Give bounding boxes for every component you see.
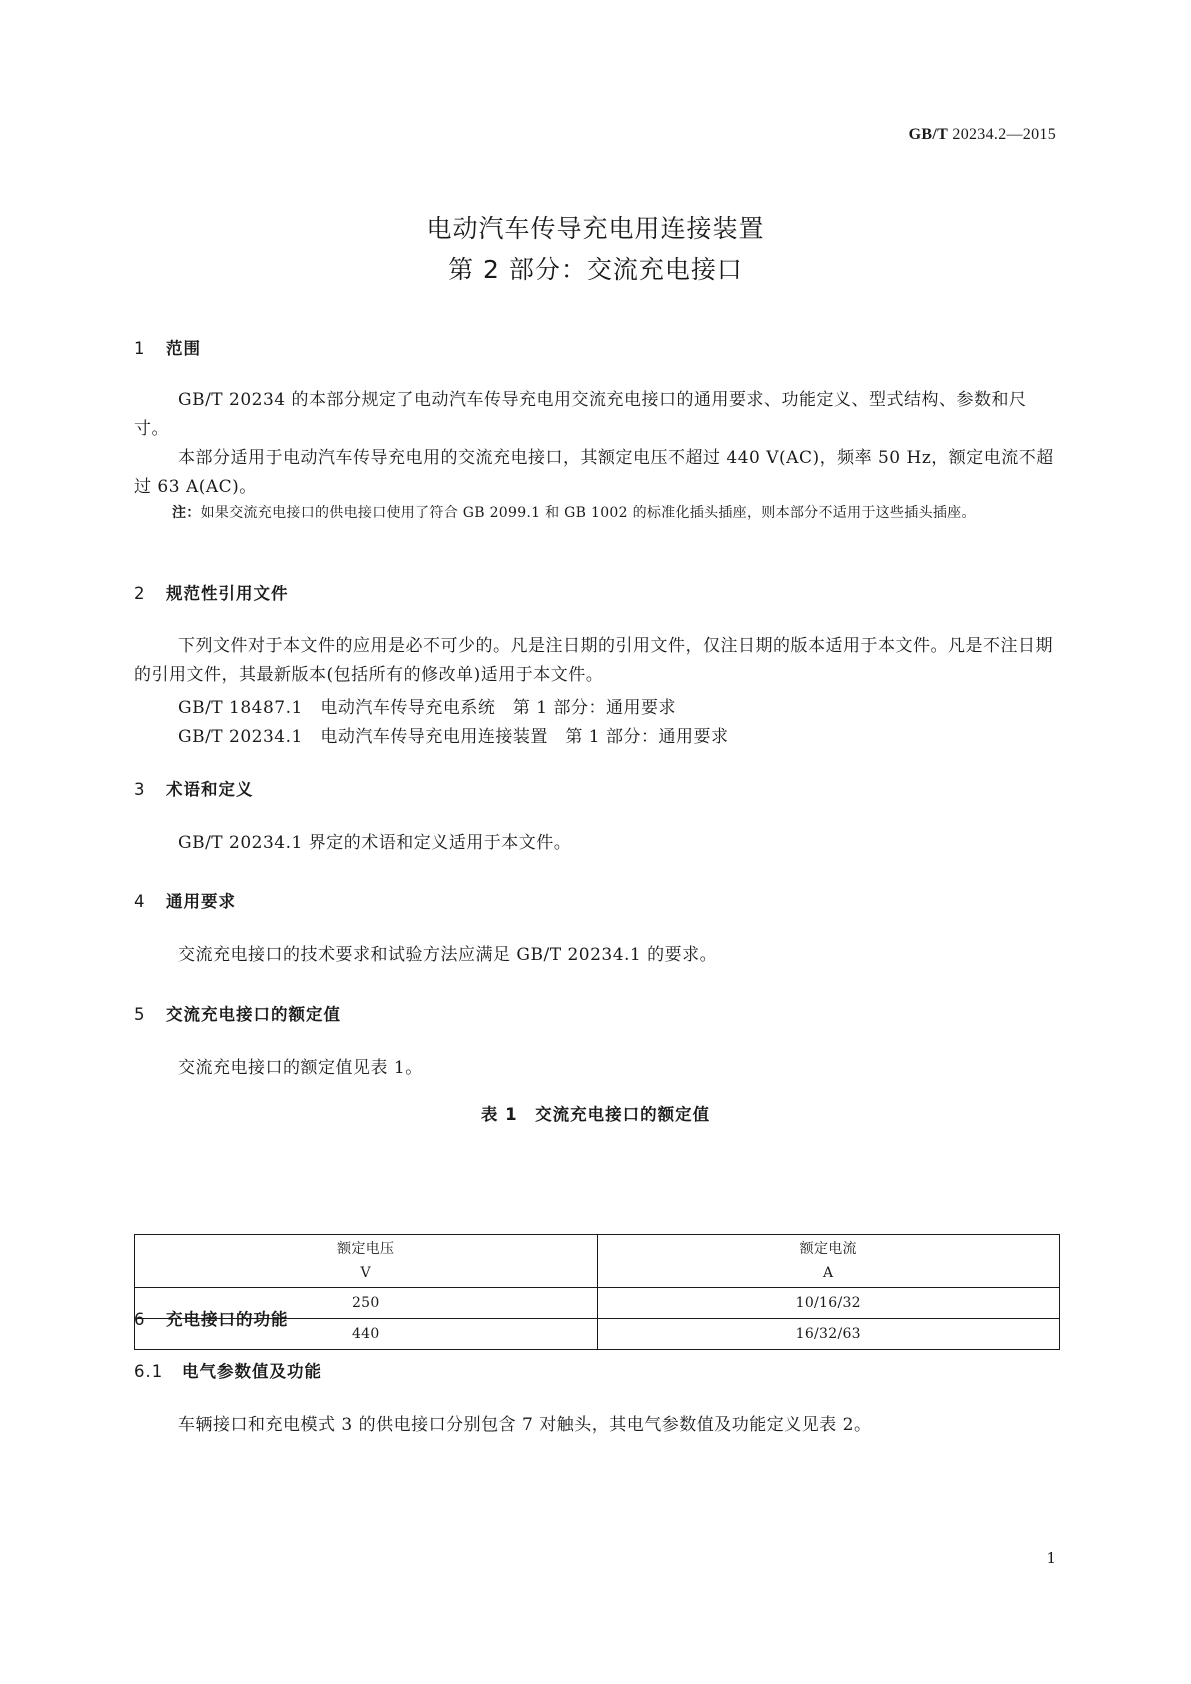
page-number: 1 <box>1046 1549 1056 1567</box>
voltage-header-unit: V <box>360 1265 371 1281</box>
section-title: 术语和定义 <box>166 780 254 799</box>
section-3-heading <box>134 776 254 800</box>
section-4-para-1: 交流充电接口的技术要求和试验方法应满足 GB/T 20234.1 的要求。 <box>178 945 718 965</box>
rated-values-table <box>134 1234 1060 1350</box>
standard-number: 20234.2—2015 <box>952 126 1056 143</box>
current-cell: 10/16/32 <box>597 1288 1060 1319</box>
section-number: 3 <box>134 780 146 799</box>
voltage-header-label: 额定电压 <box>337 1241 395 1257</box>
section-1-para-1: GB/T 20234 的本部分规定了电动汽车传导充电用交流充电接口的通用要求、功能定义、型式结构、参数和尺寸。 <box>134 390 1027 439</box>
section-title: 通用要求 <box>166 892 236 911</box>
standard-code <box>909 126 1056 144</box>
section-title: 交流充电接口的额定值 <box>166 1005 341 1024</box>
voltage-cell: 440 <box>135 1319 598 1350</box>
section-6-heading <box>134 1306 289 1330</box>
section-title: 充电接口的功能 <box>166 1310 289 1329</box>
section-1-note <box>172 500 1056 526</box>
note-label: 注： <box>172 505 201 521</box>
section-number: 5 <box>134 1005 146 1024</box>
section-1-para-2: 本部分适用于电动汽车传导充电用的交流充电接口，其额定电压不超过 440 V(AC)，频率 50 Hz，额定电流不超过 63 A(AC)。 <box>134 448 1054 497</box>
normative-reference-2: GB/T 20234.1 电动汽车传导充电用连接装置 第 1 部分：通用要求 <box>178 727 729 747</box>
table-header-row <box>135 1235 1060 1288</box>
standard-prefix: GB/T <box>908 126 949 143</box>
section-5-para-1: 交流充电接口的额定值见表 1。 <box>178 1058 423 1078</box>
section-3-para-1: GB/T 20234.1 界定的术语和定义适用于本文件。 <box>178 833 572 853</box>
doc-title-line2: 第 2 部分：交流充电接口 <box>448 255 743 284</box>
section-number: 6.1 <box>134 1362 164 1381</box>
voltage-cell: 250 <box>135 1288 598 1319</box>
section-number: 1 <box>134 339 146 358</box>
section-title: 范围 <box>166 339 201 358</box>
section-title: 电气参数值及功能 <box>182 1362 322 1381</box>
current-cell: 16/32/63 <box>597 1319 1060 1350</box>
note-text: 如果交流充电接口的供电接口使用了符合 GB 2099.1 和 GB 1002 的标准化插头插座，则本部分不适用于这些插头插座。 <box>200 505 976 521</box>
section-4-heading <box>134 888 236 912</box>
section-title: 规范性引用文件 <box>166 584 289 603</box>
current-column-header <box>597 1235 1060 1288</box>
section-2-para-1: 下列文件对于本文件的应用是必不可少的。凡是注日期的引用文件，仅注日期的版本适用于本文件。凡是不注日期的引用文件，其最新版本(包括所有的修改单)适用于本文件。 <box>134 636 1053 685</box>
section-number: 4 <box>134 892 146 911</box>
section-6-1-heading <box>134 1358 322 1382</box>
doc-title-line1: 电动汽车传导充电用连接装置 <box>426 214 765 243</box>
section-number: 6 <box>134 1310 146 1329</box>
section-2-heading <box>134 580 289 604</box>
voltage-column-header <box>135 1235 598 1288</box>
section-number: 2 <box>134 584 146 603</box>
section-6-1-para-1: 车辆接口和充电模式 3 的供电接口分别包含 7 对触头，其电气参数值及功能定义见表 2。 <box>178 1415 872 1435</box>
table-1-caption: 表 1 交流充电接口的额定值 <box>480 1105 711 1124</box>
normative-reference-1: GB/T 18487.1 电动汽车传导充电系统 第 1 部分：通用要求 <box>178 698 676 718</box>
section-5-heading <box>134 1001 341 1025</box>
current-header-unit: A <box>823 1265 834 1281</box>
current-header-label: 额定电流 <box>799 1241 857 1257</box>
section-1-heading <box>134 335 201 359</box>
